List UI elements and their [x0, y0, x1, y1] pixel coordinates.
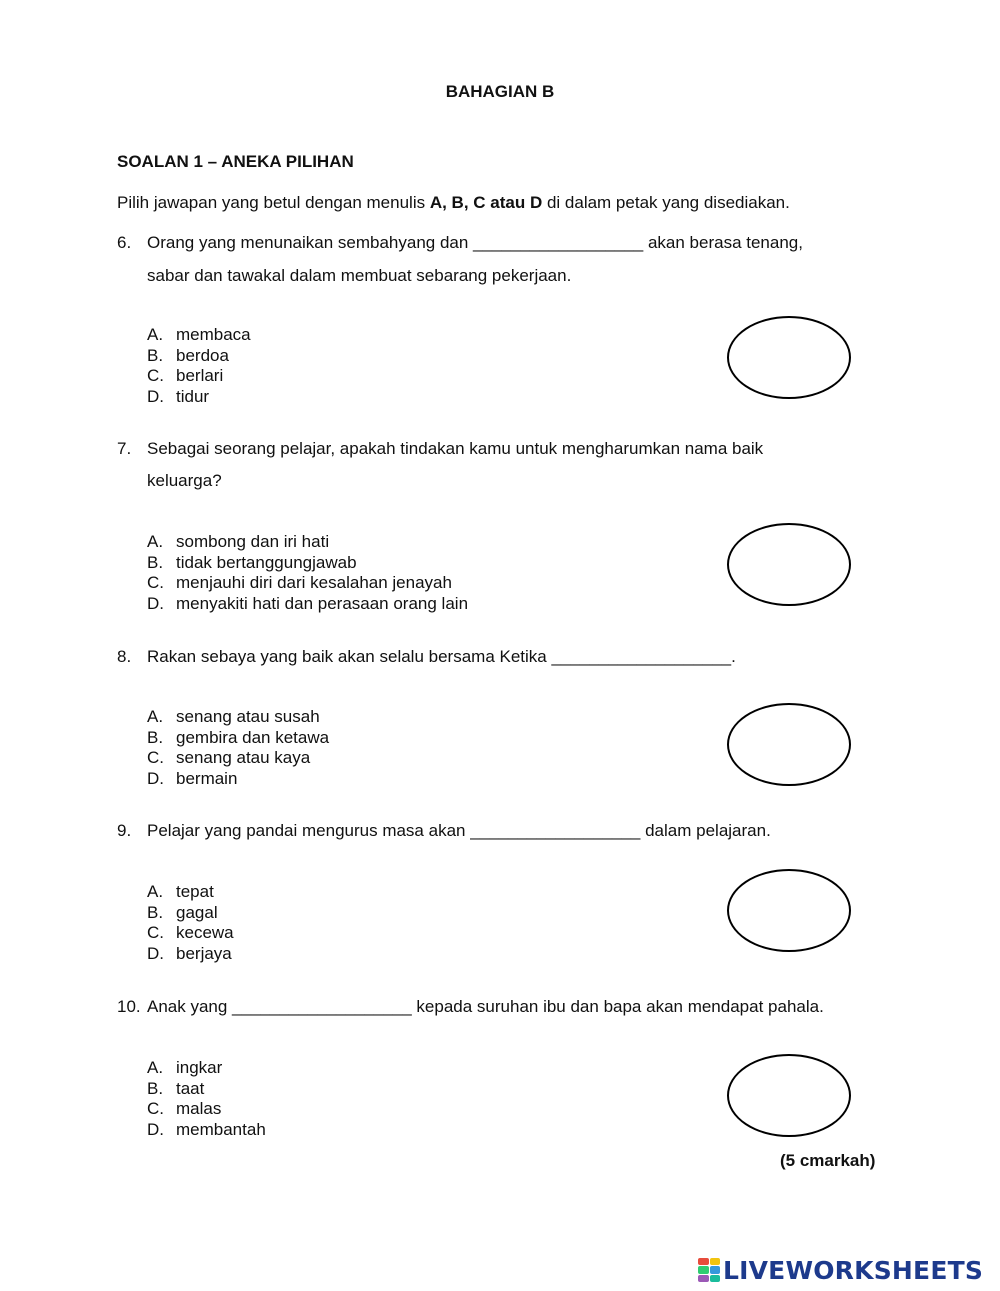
brand-name: LIVEWORKSHEETS	[723, 1255, 984, 1285]
answer-oval-q10[interactable]	[727, 1054, 851, 1137]
question-9	[117, 821, 771, 841]
options-q10	[147, 1058, 266, 1140]
logo-blocks-icon	[698, 1258, 720, 1282]
question-text: Orang yang menunaikan sembahyang dan __________________ akan berasa tenang,	[147, 233, 803, 252]
option-b: B. tidak bertanggungjawab	[147, 552, 357, 572]
options-q6	[147, 325, 251, 407]
question-text: Anak yang ___________________ kepada suruhan ibu dan bapa akan mendapat pahala.	[147, 997, 824, 1016]
option-d: D. tidur	[147, 386, 210, 406]
question-text: Rakan sebaya yang baik akan selalu bersama Ketika ___________________.	[147, 647, 736, 666]
question-7	[117, 439, 763, 459]
instruction-text: Pilih jawapan yang betul dengan menulis	[117, 193, 430, 212]
logo-block	[710, 1266, 721, 1273]
option-a: A. sombong dan iri hati	[147, 532, 330, 551]
answer-oval-q6[interactable]	[727, 316, 851, 399]
answer-oval-q9[interactable]	[727, 869, 851, 952]
options-q7	[147, 532, 468, 614]
option-d: D. berjaya	[147, 943, 232, 963]
option-c: C. kecewa	[147, 923, 234, 942]
question-text-continued: keluarga?	[147, 471, 222, 490]
question-10	[117, 997, 824, 1017]
option-a: A. tepat	[147, 882, 214, 901]
marks-label: (5 cmarkah)	[780, 1151, 876, 1170]
logo-block	[710, 1275, 721, 1282]
brand-logo	[698, 1255, 983, 1285]
option-a: A. membaca	[147, 325, 251, 344]
option-b: B. gembira dan ketawa	[147, 727, 330, 747]
options-q9	[147, 882, 234, 964]
option-a: A. senang atau susah	[147, 707, 320, 726]
section-heading: SOALAN 1 – ANEKA PILIHAN	[117, 152, 354, 171]
logo-block	[698, 1266, 709, 1273]
question-number: 6.	[117, 233, 132, 252]
option-d: D. bermain	[147, 768, 238, 788]
question-8	[117, 647, 736, 667]
logo-block	[698, 1275, 709, 1282]
question-text-continued: sabar dan tawakal dalam membuat sebarang pekerjaan.	[147, 266, 572, 285]
instruction-text-end: di dalam petak yang disediakan.	[542, 193, 790, 212]
question-number: 8.	[117, 647, 132, 666]
options-q8	[147, 707, 329, 789]
logo-block	[698, 1258, 709, 1265]
question-text: Pelajar yang pandai mengurus masa akan __________________ dalam pelajaran.	[147, 821, 771, 840]
page-title: BAHAGIAN B	[445, 82, 555, 101]
question-number: 9.	[117, 821, 132, 840]
option-c: C. berlari	[147, 366, 224, 385]
instruction-bold: A, B, C atau D	[429, 193, 543, 212]
question-6	[117, 233, 803, 253]
question-text: Sebagai seorang pelajar, apakah tindakan kamu untuk mengharumkan nama baik	[147, 439, 764, 458]
answer-oval-q7[interactable]	[727, 523, 851, 606]
question-number: 10.	[117, 997, 141, 1016]
option-b: B. berdoa	[147, 345, 229, 365]
option-d: D. membantah	[147, 1119, 266, 1139]
option-b: B. gagal	[147, 902, 218, 922]
question-number: 7.	[117, 439, 132, 458]
option-b: B. taat	[147, 1078, 205, 1098]
option-c: C. senang atau kaya	[147, 748, 311, 767]
option-a: A. ingkar	[147, 1058, 223, 1077]
option-c: C. malas	[147, 1099, 222, 1118]
instruction	[117, 193, 790, 213]
answer-oval-q8[interactable]	[727, 703, 851, 786]
logo-block	[710, 1258, 721, 1265]
option-c: C. menjauhi diri dari kesalahan jenayah	[147, 573, 452, 592]
option-d: D. menyakiti hati dan perasaan orang lain	[147, 593, 469, 613]
